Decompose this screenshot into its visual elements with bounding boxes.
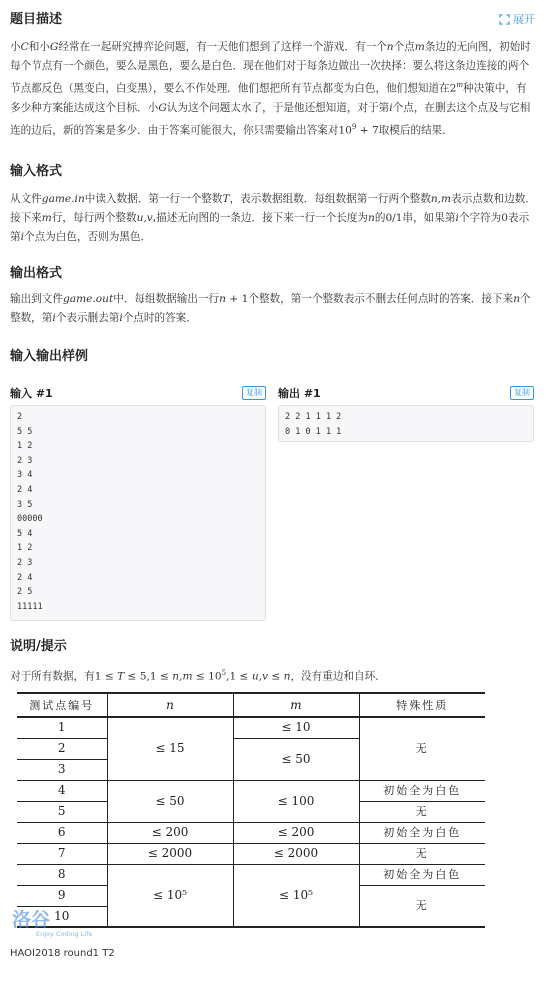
table-row [17, 843, 485, 864]
cell-id: 1 [57, 720, 66, 735]
output-format-text: 输出到文件game.out中．每组数据输出一行n + 1个整数，第一个整数表示不删去任何点时的答案．接下来n个整数，第i个表示删去第i个点时的答案． [10, 293, 531, 324]
cell-n: ≤ 50 [107, 780, 233, 822]
sample-input-code[interactable]: 2 5 5 1 2 2 3 3 4 2 4 3 5 00000 5 4 1 2 2 3 2 4 2 5 11111 [10, 405, 266, 621]
output-format-heading: 输出格式 [10, 266, 63, 281]
constraints-table [17, 692, 485, 928]
description-text: 小C和小G经常在一起研究搏弈论问题，有一天他们想到了这样一个游戏．有一个n个点m条边的无向图，初始时每个节点有一个颜色，要么是黑色，要么是白色．现在他们对于每条边做出一次抉择：要么将这条边连接的两个节点都反色（黑变白，白变黑），要么不作处理．他们想把所有节点都变为白色，他们想知道在2$^m$种决策中，有多少种方案能达成这个目标．小G认为这个问题太水了，于是他还想知道，对于第i个点，在删去这个点及与它相连的边后，新的答案是多少．由于答案可能很大，你只需要输出答案对$10^9 + 7$取模后的结果． [10, 41, 531, 137]
samples-heading: 输入输出样例 [10, 349, 89, 364]
cell-id: 7 [17, 843, 107, 864]
luogu-watermark [10, 904, 120, 940]
hint-text: 对于所有数据，有$1 \le T \le 5,1 \le n,m \le 10^5,1 \le u,v \le n$，没有重边和自环． [10, 669, 386, 683]
cell-prop: 初始全为白色 [359, 864, 485, 885]
cell-m: ≤ 100 [233, 780, 359, 822]
cell-m: ≤ 10⁵ [233, 864, 359, 927]
cell-id: 3 [17, 759, 107, 780]
expand-label: 展开 [513, 13, 535, 26]
description-header [10, 10, 535, 29]
table-header-id: 测试点编号 [17, 693, 107, 717]
cell-prop: 无 [359, 885, 485, 927]
table-header-prop: 特殊性质 [359, 693, 485, 717]
copy-output-button[interactable]: 复制 [510, 386, 534, 400]
cell-n: ≤ 15 [107, 717, 233, 780]
cell-id: 6 [17, 822, 107, 843]
sample-output-code[interactable]: 2 2 1 1 1 2 0 1 0 1 1 1 [278, 405, 534, 442]
expand-button[interactable] [499, 10, 535, 29]
expand-icon [499, 14, 510, 25]
input-format-text: 从文件game.in中读入数据．第一行一个整数T，表示数据组数．每组数据第一行两个整数n,m表示点数和边数．接下来m行，每行两个整数u,v,描述无向图的一条边．接下来一行一个长度为n的0/1串，如果第i个字符为0表示第i个点为白色，否则为黑色． [10, 193, 536, 243]
cell-m: ≤ 10 [233, 717, 359, 738]
cell-m: ≤ 2000 [233, 843, 359, 864]
table-header-row [17, 693, 485, 717]
table-header-n: n [107, 693, 233, 717]
table-row [17, 780, 485, 801]
hint-heading: 说明/提示 [10, 639, 67, 654]
table-row [17, 717, 485, 738]
copy-input-button[interactable]: 复制 [242, 386, 266, 400]
cell-n: ≤ 2000 [107, 843, 233, 864]
cell-id: 8 [17, 864, 107, 885]
sample-output [278, 384, 534, 621]
table-row [17, 864, 485, 885]
luogu-logo-icon [10, 904, 120, 940]
cell-prop: 无 [359, 717, 485, 780]
samples-container [10, 384, 534, 621]
cell-prop: 初始全为白色 [359, 780, 485, 801]
description-heading: 题目描述 [10, 12, 63, 27]
cell-id: 10 [17, 906, 107, 927]
sample-output-title: 输出 #1 [278, 386, 321, 400]
cell-n: ≤ 10⁵ [107, 864, 233, 927]
watermark-slogan: Enjoy Coding Life [36, 930, 93, 938]
table-header-m: m [233, 693, 359, 717]
cell-m: ≤ 200 [233, 822, 359, 843]
cell-n: ≤ 200 [107, 822, 233, 843]
cell-id: 5 [17, 801, 107, 822]
cell-prop: 无 [359, 843, 485, 864]
sample-input [10, 384, 266, 621]
sample-input-title: 输入 #1 [10, 386, 53, 400]
input-format-heading: 输入格式 [10, 164, 63, 179]
cell-prop: 无 [359, 801, 485, 822]
problem-source: HAOI2018 round1 T2 [10, 948, 115, 959]
table-row [17, 822, 485, 843]
cell-id: 4 [17, 780, 107, 801]
cell-id: 9 [17, 885, 107, 906]
cell-prop: 初始全为白色 [359, 822, 485, 843]
cell-m: ≤ 50 [233, 738, 359, 780]
sample-output-header [278, 384, 534, 402]
watermark-brand: 洛谷 [12, 909, 51, 931]
cell-id: 2 [17, 738, 107, 759]
sample-input-header [10, 384, 266, 402]
